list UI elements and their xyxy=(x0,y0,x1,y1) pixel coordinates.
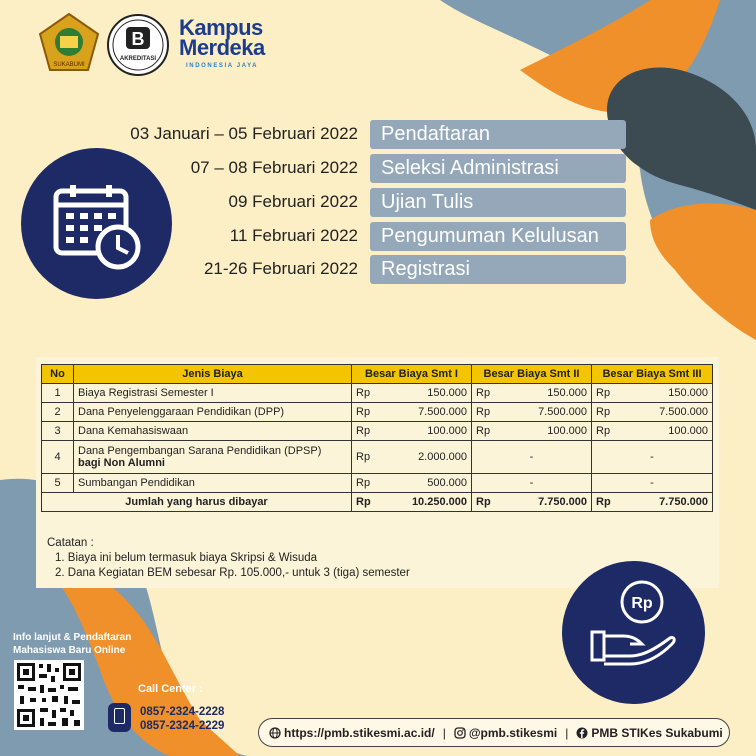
schedule-label: Pendaftaran xyxy=(370,120,626,149)
row-smt2 xyxy=(472,403,592,422)
amount: 7.500.000 xyxy=(538,406,587,418)
svg-text:SUKABUMI: SUKABUMI xyxy=(53,62,85,68)
fee-table-header xyxy=(42,365,713,384)
instagram-link[interactable]: @pmb.stikesmi xyxy=(468,725,558,740)
schedule-date: 07 – 08 Februari 2022 xyxy=(190,158,358,177)
amount: 100.000 xyxy=(668,425,708,437)
footer-separator: | xyxy=(565,725,569,740)
row-smt1 xyxy=(352,384,472,403)
amount: 7.750.000 xyxy=(538,496,587,508)
header-smt-1: Besar Biaya Smt I xyxy=(352,365,472,384)
row-name: Biaya Registrasi Semester I xyxy=(74,384,352,403)
currency: Rp xyxy=(356,425,371,437)
amount: 500.000 xyxy=(427,477,467,489)
row-no: 3 xyxy=(42,422,74,441)
row-smt2 xyxy=(472,384,592,403)
schedule-row xyxy=(100,154,630,183)
accreditation-badge-icon xyxy=(106,13,170,77)
row-smt1 xyxy=(352,422,472,441)
campus-logo-icon xyxy=(38,12,100,74)
call-center-title: Call Center : xyxy=(138,683,203,695)
row-name: Dana Kemahasiswaan xyxy=(74,422,352,441)
total-label: Jumlah yang harus dibayar xyxy=(42,493,352,512)
currency: Rp xyxy=(596,387,611,399)
kampus-merdeka-logo xyxy=(179,15,265,60)
row-name-bold: bagi Non Alumni xyxy=(78,457,165,469)
note-item: 1. Biaya ini belum termasuk biaya Skripsi & Wisuda xyxy=(55,552,318,564)
phone-number[interactable]: 0857-2324-2229 xyxy=(140,720,225,732)
amount: 7.750.000 xyxy=(659,496,708,508)
schedule-row xyxy=(100,188,630,217)
currency: Rp xyxy=(596,406,611,418)
row-smt2: - xyxy=(472,474,592,493)
schedule-label: Pengumuman Kelulusan xyxy=(370,222,626,251)
km-title-line2: Merdeka xyxy=(179,35,265,60)
table-row xyxy=(42,403,713,422)
header-smt-3: Besar Biaya Smt III xyxy=(592,365,713,384)
row-smt2: - xyxy=(472,441,592,474)
row-smt2 xyxy=(472,422,592,441)
phone-icon xyxy=(108,703,131,732)
footer-separator: | xyxy=(442,725,446,740)
total-smt2 xyxy=(472,493,592,512)
table-row xyxy=(42,422,713,441)
website-link[interactable]: https://pmb.stikesmi.ac.id/ xyxy=(284,725,435,740)
row-smt3: - xyxy=(592,474,713,493)
header-no: No xyxy=(42,365,74,384)
globe-icon xyxy=(269,727,281,739)
row-no: 4 xyxy=(42,441,74,474)
notes xyxy=(47,536,410,581)
svg-text:AKREDITASI: AKREDITASI xyxy=(119,56,157,62)
amount: 10.250.000 xyxy=(411,496,467,508)
currency: Rp xyxy=(476,425,491,437)
row-smt1 xyxy=(352,474,472,493)
row-name xyxy=(74,441,352,474)
currency: Rp xyxy=(476,406,491,418)
fee-table xyxy=(41,364,713,512)
footer-links xyxy=(258,718,730,747)
schedule-date: 21-26 Februari 2022 xyxy=(203,259,358,278)
qr-code-icon[interactable] xyxy=(14,660,84,730)
row-no: 1 xyxy=(42,384,74,403)
row-smt1 xyxy=(352,403,472,422)
total-smt3 xyxy=(592,493,713,512)
info-line2: Mahasiswa Baru Online xyxy=(13,645,126,656)
currency: Rp xyxy=(476,387,491,399)
amount: 100.000 xyxy=(427,425,467,437)
row-smt3 xyxy=(592,403,713,422)
svg-text:Rp: Rp xyxy=(631,595,653,612)
amount: 150.000 xyxy=(547,387,587,399)
row-name-text: Dana Pengembangan Sarana Pendidikan (DPSP) xyxy=(78,445,322,457)
row-no: 5 xyxy=(42,474,74,493)
header-jenis-biaya: Jenis Biaya xyxy=(74,365,352,384)
amount: 100.000 xyxy=(547,425,587,437)
amount: 2.000.000 xyxy=(418,451,467,463)
currency: Rp xyxy=(596,425,611,437)
instagram-icon xyxy=(454,727,466,739)
currency: Rp xyxy=(356,451,371,463)
svg-text:B: B xyxy=(131,29,145,49)
info-text xyxy=(13,631,131,657)
schedule-date: 11 Februari 2022 xyxy=(229,226,358,245)
schedule-row xyxy=(100,255,630,284)
row-smt3: - xyxy=(592,441,713,474)
total-smt1 xyxy=(352,493,472,512)
row-smt1 xyxy=(352,441,472,474)
note-item: 2. Dana Kegiatan BEM sebesar Rp. 105.000,- untuk 3 (tiga) semester xyxy=(55,567,410,579)
info-line1: Info lanjut & Pendaftaran xyxy=(13,632,132,643)
table-row xyxy=(42,474,713,493)
phone-number[interactable]: 0857-2324-2228 xyxy=(140,706,225,718)
table-row xyxy=(42,384,713,403)
notes-title: Catatan : xyxy=(47,537,94,549)
amount: 7.500.000 xyxy=(418,406,467,418)
currency: Rp xyxy=(356,387,371,399)
total-row xyxy=(42,493,713,512)
header-smt-2: Besar Biaya Smt II xyxy=(472,365,592,384)
km-subtitle: INDONESIA JAYA xyxy=(186,63,259,69)
currency: Rp xyxy=(356,477,371,489)
amount: 150.000 xyxy=(668,387,708,399)
row-no: 2 xyxy=(42,403,74,422)
table-row xyxy=(42,441,713,474)
row-name: Dana Penyelenggaraan Pendidikan (DPP) xyxy=(74,403,352,422)
row-smt3 xyxy=(592,422,713,441)
schedule-label: Ujian Tulis xyxy=(370,188,626,217)
schedule-label: Registrasi xyxy=(370,255,626,284)
currency: Rp xyxy=(356,496,371,508)
km-title-line1: Kampus xyxy=(179,15,263,40)
amount: 7.500.000 xyxy=(659,406,708,418)
currency: Rp xyxy=(476,496,491,508)
schedule-date: 03 Januari – 05 Februari 2022 xyxy=(130,124,358,143)
schedule-row xyxy=(100,222,630,251)
currency: Rp xyxy=(596,496,611,508)
schedule-label: Seleksi Administrasi xyxy=(370,154,626,183)
hand-coin-icon xyxy=(590,580,680,680)
row-name: Sumbangan Pendidikan xyxy=(74,474,352,493)
currency: Rp xyxy=(356,406,371,418)
schedule-row xyxy=(100,120,630,149)
row-smt3 xyxy=(592,384,713,403)
facebook-icon xyxy=(576,727,588,739)
schedule-date: 09 Februari 2022 xyxy=(228,192,358,211)
amount: 150.000 xyxy=(427,387,467,399)
phone-numbers xyxy=(140,705,224,733)
facebook-link[interactable]: PMB STIKes Sukabumi xyxy=(591,725,723,740)
